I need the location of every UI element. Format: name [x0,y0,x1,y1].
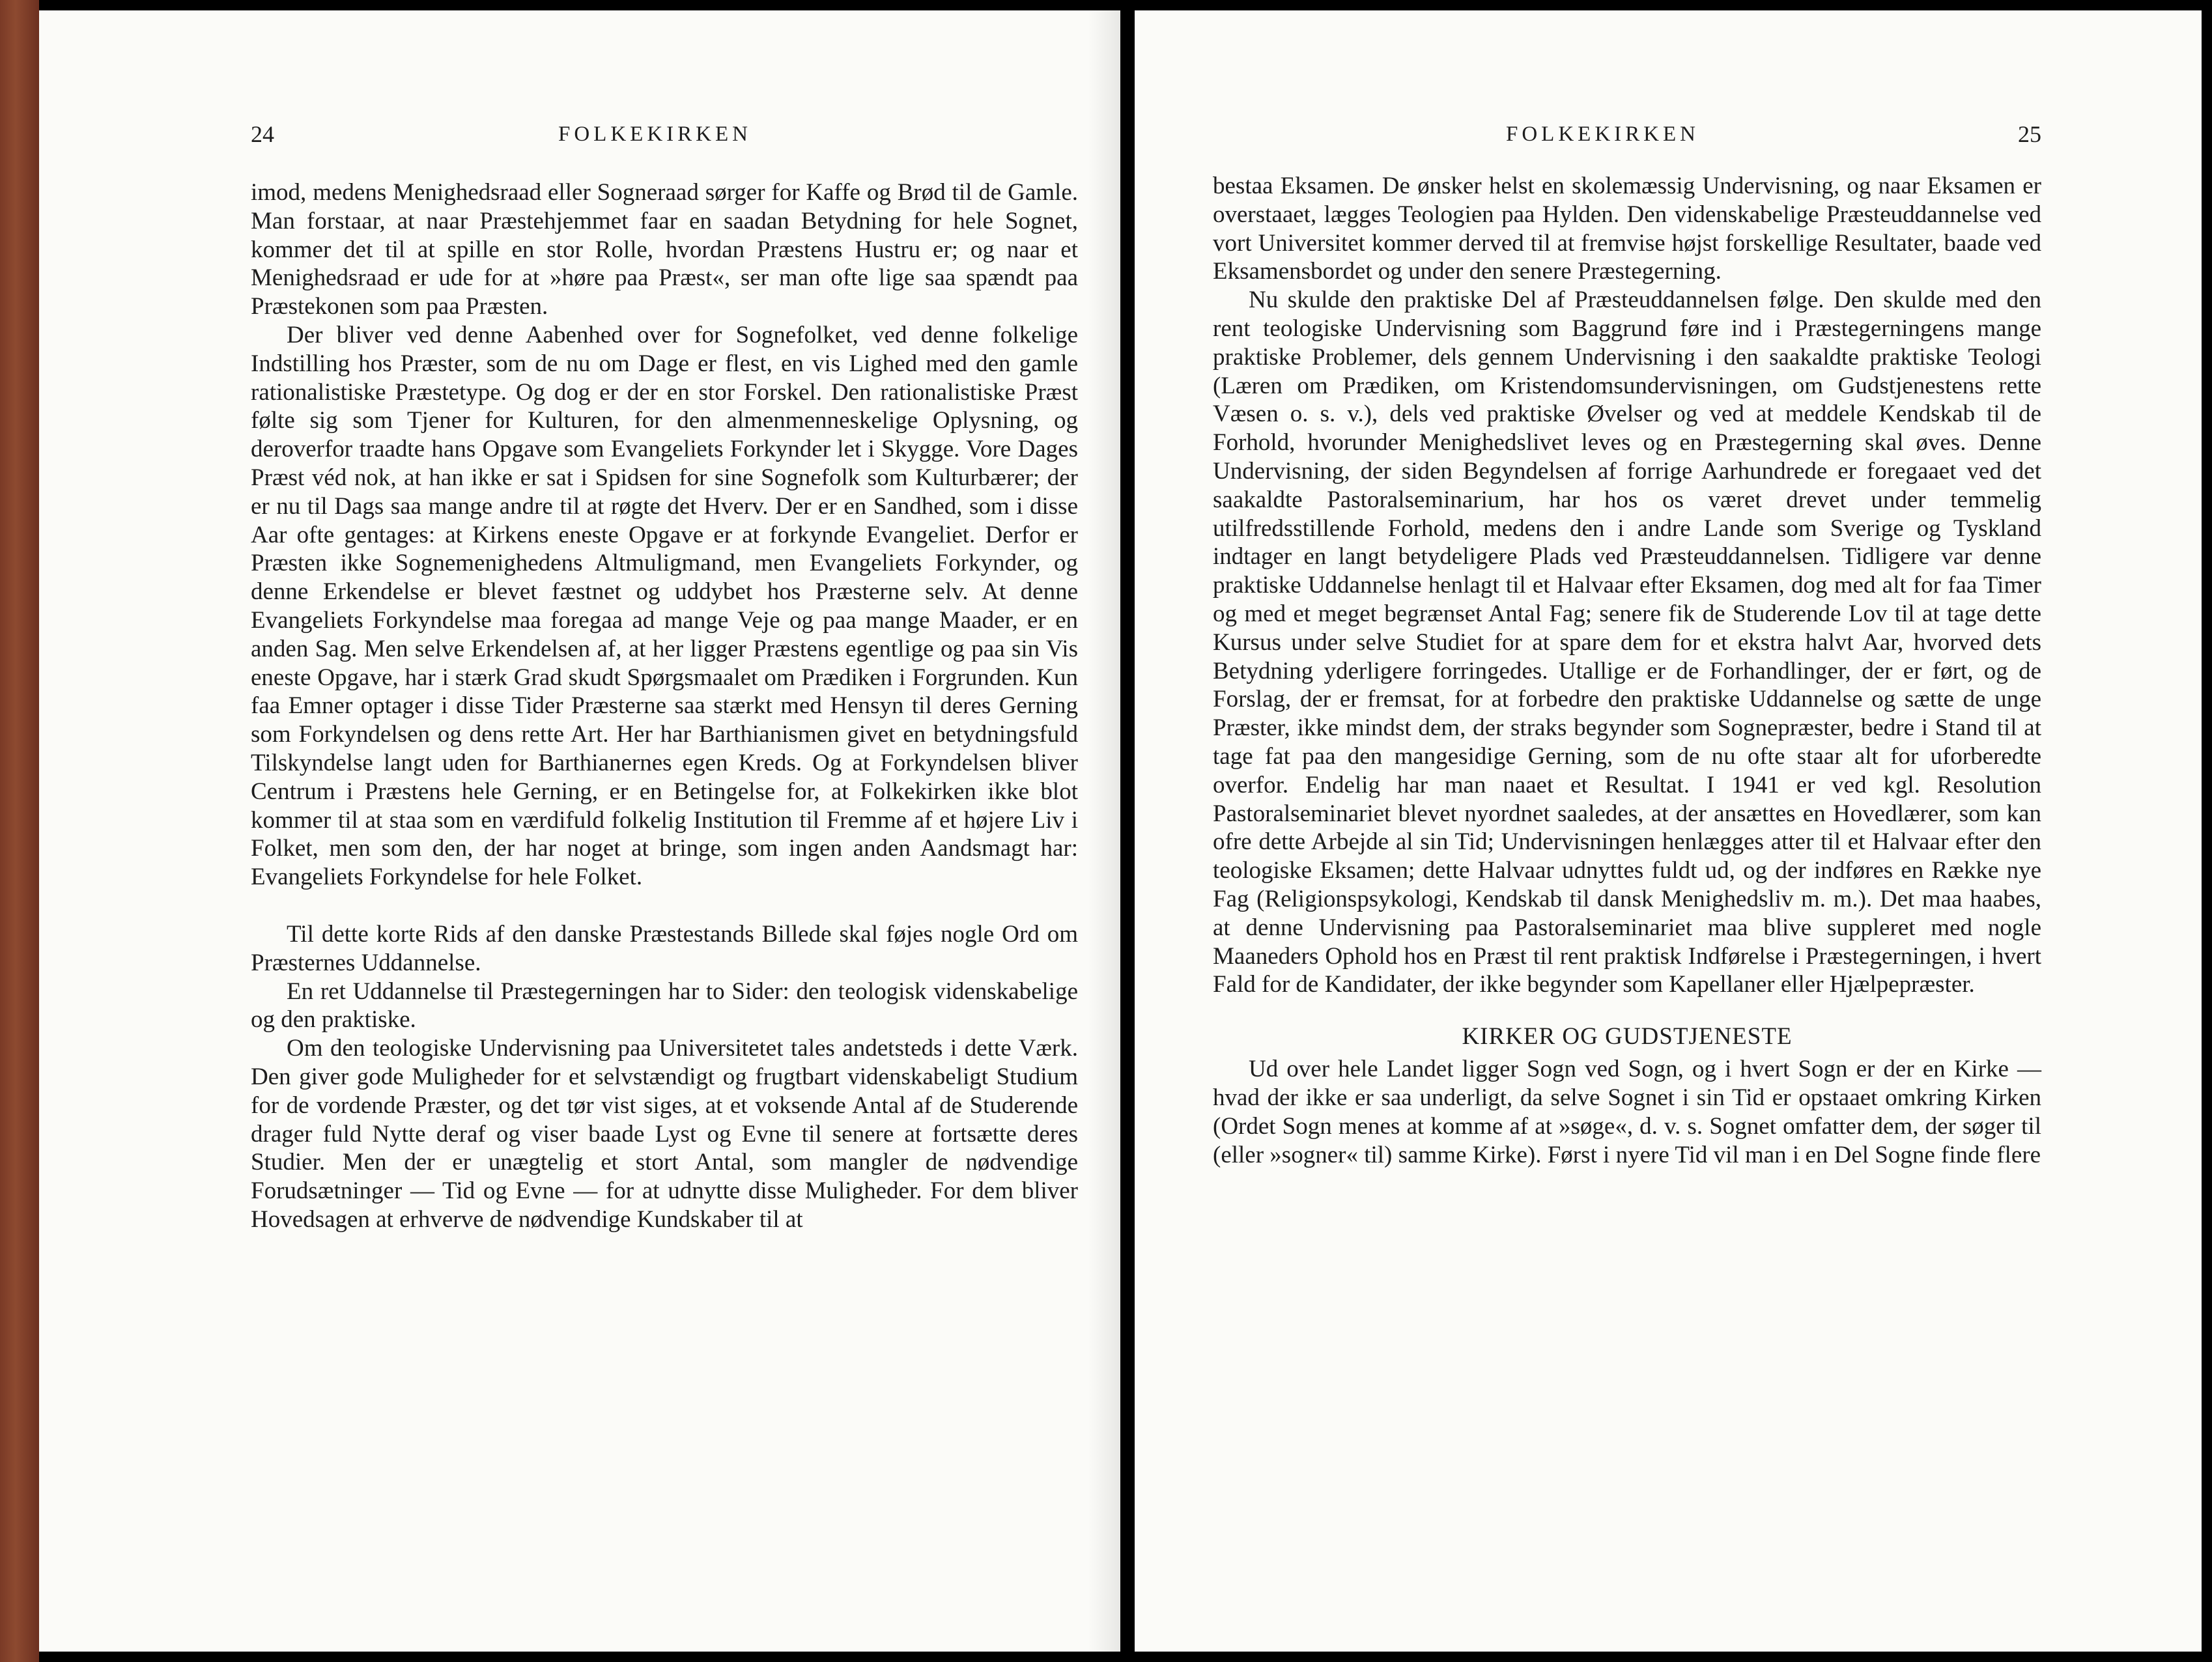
gutter-shadow [1088,10,1120,1652]
book-binding-edge [0,0,39,1662]
right-paragraph-1: bestaa Eksamen. De ønsker helst en skolemæssig Undervisning, og naar Eksamen er overstaaet, lægges Teologien paa Hylden. Den videnskabelige Præsteuddannelse ved vort Universitet kommer derved til at fremvise højst forskellige Resultater, baade ved Eksamensbordet og under den senere Præstegerning. [1213,173,2041,285]
left-page-number: 24 [251,121,274,147]
left-paragraph-5: Om den teologiske Undervisning paa Universitetet tales andetsteds i dette Værk. Den giver gode Muligheder for et selvstændigt og frugtbart videnskabeligt Studium for de vordende Præster, og det tør vist siges, at et voksende Antal af de Studerende drager fuld Nytte deraf og viser baade Lyst og Evne til senere at fortsætte deres Studier. Men der er unægtelig et stort Antal, som mangler de nødvendige Forudsætninger — Tid og Evne — for at udnytte disse Muligheder. For dem bliver Hovedsagen at erhverve de nødvendige Kundskaber til at [251,1035,1078,1233]
left-page [39,10,1120,1652]
left-page-body [251,178,1078,1234]
right-page-number: 25 [2018,121,2041,147]
left-running-head: FOLKEKIRKEN [558,122,752,146]
left-page-header [251,120,1078,148]
right-running-head: FOLKEKIRKEN [1506,122,1699,146]
left-paragraph-1: imod, medens Menighedsraad eller Sogneraad sørger for Kaffe og Brød til de Gamle. Man forstaar, at naar Præstehjemmet faar en saadan Betydning for hele Sognet, kommer det til at spille en stor Rolle, hvordan Præstens Hustru er; og naar et Menighedsraad er ude for at »høre paa Præst«, ser man ofte lige saa spændt paa Præstekonen som paa Præsten. [251,179,1078,320]
left-paragraph-4: En ret Uddannelse til Præstegerningen har to Sider: den teologisk videnskabelige og den praktiske. [251,978,1078,1034]
right-paragraph-2: Nu skulde den praktiske Del af Præsteuddannelsen følge. Den skulde med den rent teologiske Undervisning som Baggrund føre ind i Præstegerningens mange praktiske Problemer, dels gennem Undervisning i den saakaldte praktiske Teologi (Læren om Prædiken, om Kristendomsundervisningen, om Gudstjenestens rette Væsen o. s. v.), dels ved praktiske Øvelser og ved at meddele Kendskab til de Forhold, hvorunder Menighedslivet leves og en Præstegerning skal øves. Denne Undervisning, der siden Begyndelsen af forrige Aarhundrede er foregaaet ved det saakaldte Pastoralseminarium, har hos os været drevet under temmelig utilfredsstillende Forhold, medens den i andre Lande som Sverige og Tyskland indtager en langt betydeligere Plads ved Præsteuddannelsen. Tidligere var denne praktiske Uddannelse henlagt til et Halvaar efter Eksamen, dog med alt for faa Timer og med et meget begrænset Antal Fag; senere fik de Studerende Lov til at tage dette Kursus under selve Studiet for at spare dem for et ekstra halvt Aar, hvorved dets Betydning yderligere forringedes. Utallige er de Forhandlinger, der er ført, og de Forslag, der er fremsat, for at forbedre den praktiske Uddannelse og sætte de unge Præster, ikke mindst dem, der straks begynder som Sognepræster, bedre i Stand til at tage fat paa den mangesidige Gerning, som de nu ofte staar alt for uforberedte overfor. Endelig har man naaet et Resultat. I 1941 er ved kgl. Resolution Pastoralseminariet blevet nyordnet saaledes, at der ansættes en Hovedlærer, som kan ofre dette Arbejde al sin Tid; Undervisningen henlægges atter til et Halvaar efter den teologiske Eksamen; dette Halvaar udnyttes fuldt ud, og der indføres en Række nye Fag (Religionspsykologi, Kendskab til dansk Menighedsliv m. m.). Det maa haabes, at denne Undervisning paa Pastoralseminariet maa blive suppleret med nogle Maaneders Ophold hos en Præst til rent praktisk Indførelse i Præstegerningen, i hvert Fald for de Kandidater, der ikke begynder som Kapellaner eller Hjælpepræster. [1213,287,2041,998]
right-page-body [1213,172,2041,1169]
right-page-header [1213,120,2041,148]
right-page [1135,10,2202,1652]
section-heading: KIRKER OG GUDSTJENESTE [1462,1023,1793,1050]
left-paragraph-2: Der bliver ved denne Aabenhed over for Sognefolket, ved denne folkelige Indstilling hos Præster, som de nu om Dage er flest, en vis Lighed med den gamle rationalistiske Præstetype. Og dog er der en stor Forskel. Den rationalistiske Præst følte sig som Tjener for Kulturen, for den almenmenneskelige Oplysning, og deroverfor traadte hans Opgave som Evangeliets Forkynder let i Skygge. Vore Dages Præst véd nok, at han ikke er sat i Spidsen for sine Sognefolk som Kulturbærer; der er nu til Dags saa mange andre til at røgte det Hverv. Der er en Sandhed, som i disse Aar ofte gentages: at Kirkens eneste Opgave er at forkynde Evangeliet. Derfor er Præsten ikke Sognemenighedens Altmuligmand, men Evangeliets Forkynder, og denne Erkendelse er blevet fæstnet og uddybet hos Præsterne selv. At denne Evangeliets Forkyndelse maa foregaa ad mange Veje og paa mange Maader, er en anden Sag. Men selve Erkendelsen af, at her ligger Præstens egentlige og paa sin Vis eneste Opgave, har i stærk Grad skudt Spørgsmaalet om Prædiken i Forgrunden. Kun faa Emner optager i disse Tider Præsterne saa stærkt med Hensyn til deres Gerning som Forkyndelsen og dens rette Art. Her har Barthianismen givet en betydningsfuld Tilskyndelse langt uden for Barthianernes egen Kreds. Og at Forkyndelsen bliver Centrum i Præstens hele Gerning, er en Betingelse for, at Folkekirken ikke blot kommer til at staa som en værdifuld folkelig Institution til Fremme af et højere Liv i Folket, men som den, der har noget at bringe, som ingen anden Aandsmagt har: Evangeliets Forkyndelse for hele Folket. [251,321,1078,891]
right-paragraph-3: Ud over hele Landet ligger Sogn ved Sogn, og i hvert Sogn er der en Kirke — hvad der ikke er saa underligt, da selve Sognet i sin Tid er opstaaet omkring Kirken (Ordet Sogn menes at komme af at »søge«, d. v. s. Sognet omfatter dem, der søger til (eller »sogner« til) samme Kirke). Først i nyere Tid vil man i en Del Sogne finde flere [1213,1056,2041,1168]
left-paragraph-3: Til dette korte Rids af den danske Præstestands Billede skal føjes nogle Ord om Præsternes Uddannelse. [251,920,1078,976]
